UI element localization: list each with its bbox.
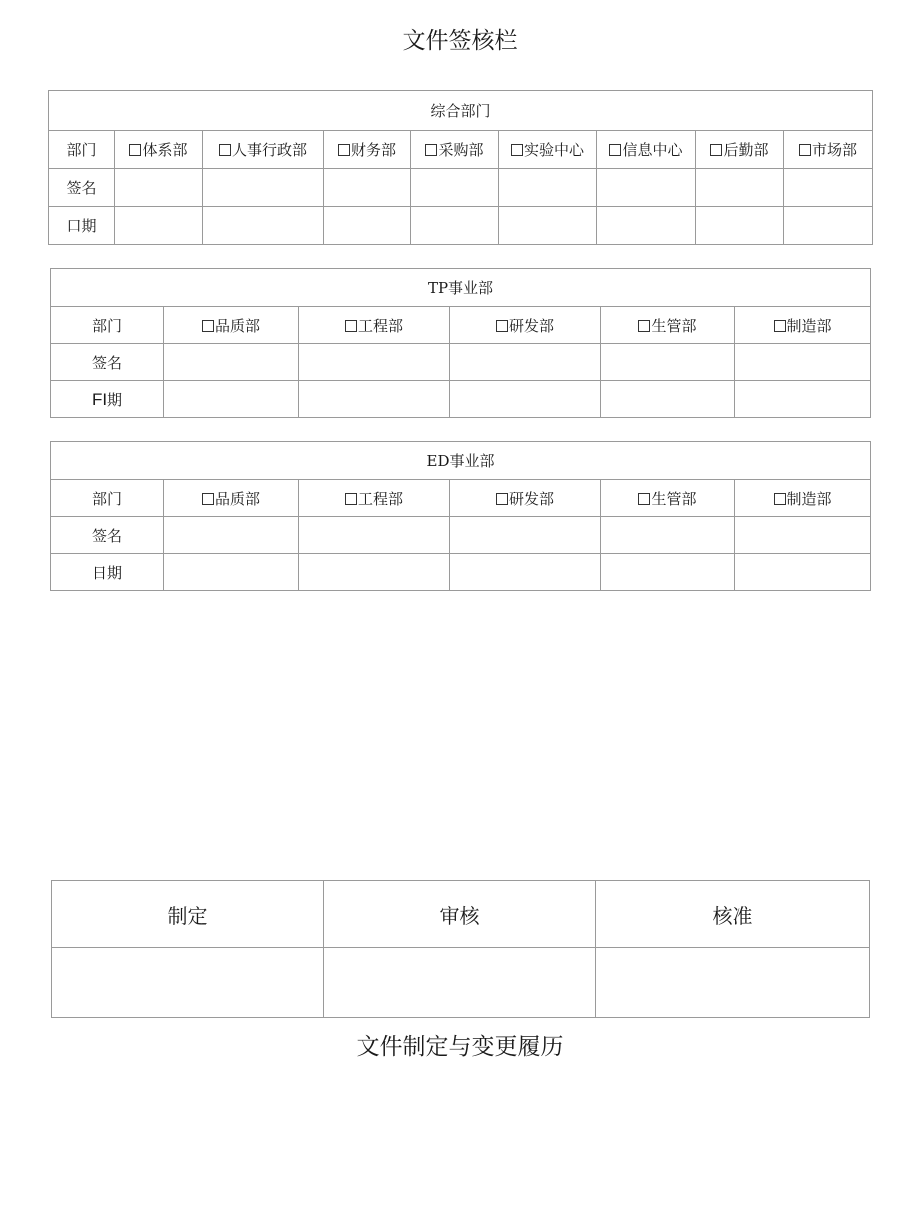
- approval-review-label: 审核: [324, 881, 596, 948]
- date-row-label: [51, 381, 164, 418]
- checkbox-dept-houqin[interactable]: [696, 131, 784, 169]
- dept-label: 信息中心: [622, 141, 683, 159]
- checkbox-icon: [496, 320, 508, 332]
- checkbox-icon: [609, 144, 621, 156]
- date-cell[interactable]: [411, 207, 499, 245]
- checkbox-dept-shengguan[interactable]: [601, 480, 735, 517]
- date-cell[interactable]: [450, 554, 601, 591]
- sign-row-label: 签名: [51, 344, 164, 381]
- date-label-prefix: FI: [91, 389, 108, 409]
- signature-cell[interactable]: [601, 344, 735, 381]
- checkbox-dept-xinxi[interactable]: [597, 131, 696, 169]
- dept-label: 市场部: [812, 141, 858, 159]
- dept-row-label: 部门: [49, 131, 115, 169]
- dept-label: 实验中心: [523, 141, 584, 159]
- dept-label: 生管部: [651, 316, 697, 335]
- checkbox-dept-shichang[interactable]: [784, 131, 873, 169]
- date-cell[interactable]: [597, 207, 696, 245]
- table-row: [51, 554, 871, 591]
- signature-cell[interactable]: [324, 169, 411, 207]
- checkbox-dept-shiyan[interactable]: [499, 131, 597, 169]
- table-row: [51, 344, 871, 381]
- dept-label: 体系部: [142, 141, 188, 159]
- checkbox-icon: [425, 144, 437, 156]
- checkbox-dept-gongcheng[interactable]: [299, 307, 450, 344]
- date-cell[interactable]: [735, 381, 871, 418]
- checkbox-dept-shengguan[interactable]: [601, 307, 735, 344]
- checkbox-dept-pinzhi[interactable]: [164, 480, 299, 517]
- approval-make-signature-cell[interactable]: [52, 948, 324, 1018]
- date-row-label: 口期: [49, 207, 115, 245]
- signature-cell[interactable]: [411, 169, 499, 207]
- approval-make-label: 制定: [52, 881, 324, 948]
- checkbox-dept-zhizao[interactable]: [735, 307, 871, 344]
- signature-cell[interactable]: [784, 169, 873, 207]
- date-cell[interactable]: [601, 381, 735, 418]
- checkbox-icon: [202, 320, 214, 332]
- table-row: [52, 881, 870, 948]
- dept-label: 后勤部: [723, 141, 769, 159]
- signature-cell[interactable]: [735, 344, 871, 381]
- dept-label: 采购部: [438, 141, 484, 159]
- tp-division-signoff-table: [50, 268, 871, 418]
- checkbox-dept-renshi[interactable]: [203, 131, 324, 169]
- date-row-label: 日期: [51, 554, 164, 591]
- dept-row-label: 部门: [51, 480, 164, 517]
- checkbox-dept-yanfa[interactable]: [450, 307, 601, 344]
- sign-row-label: 签名: [49, 169, 115, 207]
- date-cell[interactable]: [164, 554, 299, 591]
- table-row: [49, 169, 873, 207]
- checkbox-dept-zhizao[interactable]: [735, 480, 871, 517]
- table-row: [49, 131, 873, 169]
- ed-division-header: ED事业部: [51, 442, 871, 480]
- date-cell[interactable]: [299, 554, 450, 591]
- signature-cell[interactable]: [450, 517, 601, 554]
- signature-cell[interactable]: [299, 344, 450, 381]
- checkbox-icon: [511, 144, 523, 156]
- date-cell[interactable]: [299, 381, 450, 418]
- checkbox-icon: [496, 493, 508, 505]
- date-cell[interactable]: [450, 381, 601, 418]
- checkbox-dept-yanfa[interactable]: [450, 480, 601, 517]
- table-row: [49, 207, 873, 245]
- dept-label: 财务部: [350, 141, 396, 159]
- date-cell[interactable]: [499, 207, 597, 245]
- date-cell[interactable]: [115, 207, 203, 245]
- sign-row-label: 签名: [51, 517, 164, 554]
- checkbox-dept-caigou[interactable]: [411, 131, 499, 169]
- approval-table: [51, 880, 870, 1018]
- checkbox-icon: [129, 144, 141, 156]
- checkbox-icon: [338, 144, 350, 156]
- dept-label: 工程部: [357, 316, 403, 335]
- checkbox-icon: [774, 493, 786, 505]
- approval-review-signature-cell[interactable]: [324, 948, 596, 1018]
- dept-label: 品质部: [214, 316, 260, 335]
- checkbox-icon: [202, 493, 214, 505]
- signature-cell[interactable]: [164, 517, 299, 554]
- dept-label: 制造部: [786, 489, 832, 508]
- date-cell[interactable]: [203, 207, 324, 245]
- checkbox-dept-pinzhi[interactable]: [164, 307, 299, 344]
- table-row: [51, 517, 871, 554]
- signature-cell[interactable]: [597, 169, 696, 207]
- signature-cell[interactable]: [164, 344, 299, 381]
- dept-label: 研发部: [508, 489, 554, 508]
- table-row: [52, 948, 870, 1018]
- general-dept-signoff-table: [48, 90, 873, 245]
- tp-division-header: TP事业部: [51, 269, 871, 307]
- dept-label: 制造部: [786, 316, 832, 335]
- date-cell[interactable]: [324, 207, 411, 245]
- dept-row-label: 部门: [51, 307, 164, 344]
- date-cell[interactable]: [164, 381, 299, 418]
- signature-cell[interactable]: [203, 169, 324, 207]
- approval-approve-signature-cell[interactable]: [596, 948, 870, 1018]
- checkbox-icon: [710, 144, 722, 156]
- date-label-suffix: 期: [107, 390, 123, 409]
- checkbox-dept-gongcheng[interactable]: [299, 480, 450, 517]
- date-cell[interactable]: [735, 554, 871, 591]
- signature-cell[interactable]: [115, 169, 203, 207]
- page-title: 文件签核栏: [402, 28, 518, 54]
- dept-label: 工程部: [357, 489, 403, 508]
- checkbox-icon: [345, 493, 357, 505]
- dept-label: 研发部: [508, 316, 554, 335]
- signature-cell[interactable]: [696, 169, 784, 207]
- table-row: [51, 381, 871, 418]
- checkbox-dept-caiwu[interactable]: [324, 131, 411, 169]
- signature-cell[interactable]: [499, 169, 597, 207]
- approval-approve-label: 核准: [596, 881, 870, 948]
- checkbox-icon: [345, 320, 357, 332]
- signature-cell[interactable]: [601, 517, 735, 554]
- date-cell[interactable]: [784, 207, 873, 245]
- table-row: [51, 307, 871, 344]
- date-cell[interactable]: [601, 554, 735, 591]
- dept-label: 生管部: [651, 489, 697, 508]
- history-title: 文件制定与变更履历: [356, 1034, 564, 1060]
- dept-label: 人事行政部: [231, 141, 307, 159]
- signature-cell[interactable]: [299, 517, 450, 554]
- general-dept-header: 综合部门: [49, 91, 873, 131]
- checkbox-icon: [219, 144, 231, 156]
- checkbox-icon: [638, 493, 650, 505]
- signature-cell[interactable]: [450, 344, 601, 381]
- ed-division-signoff-table: [50, 441, 871, 591]
- checkbox-icon: [799, 144, 811, 156]
- table-row: [51, 480, 871, 517]
- checkbox-icon: [638, 320, 650, 332]
- checkbox-icon: [774, 320, 786, 332]
- signature-cell[interactable]: [735, 517, 871, 554]
- dept-label: 品质部: [214, 489, 260, 508]
- date-cell[interactable]: [696, 207, 784, 245]
- checkbox-dept-tixi[interactable]: [115, 131, 203, 169]
